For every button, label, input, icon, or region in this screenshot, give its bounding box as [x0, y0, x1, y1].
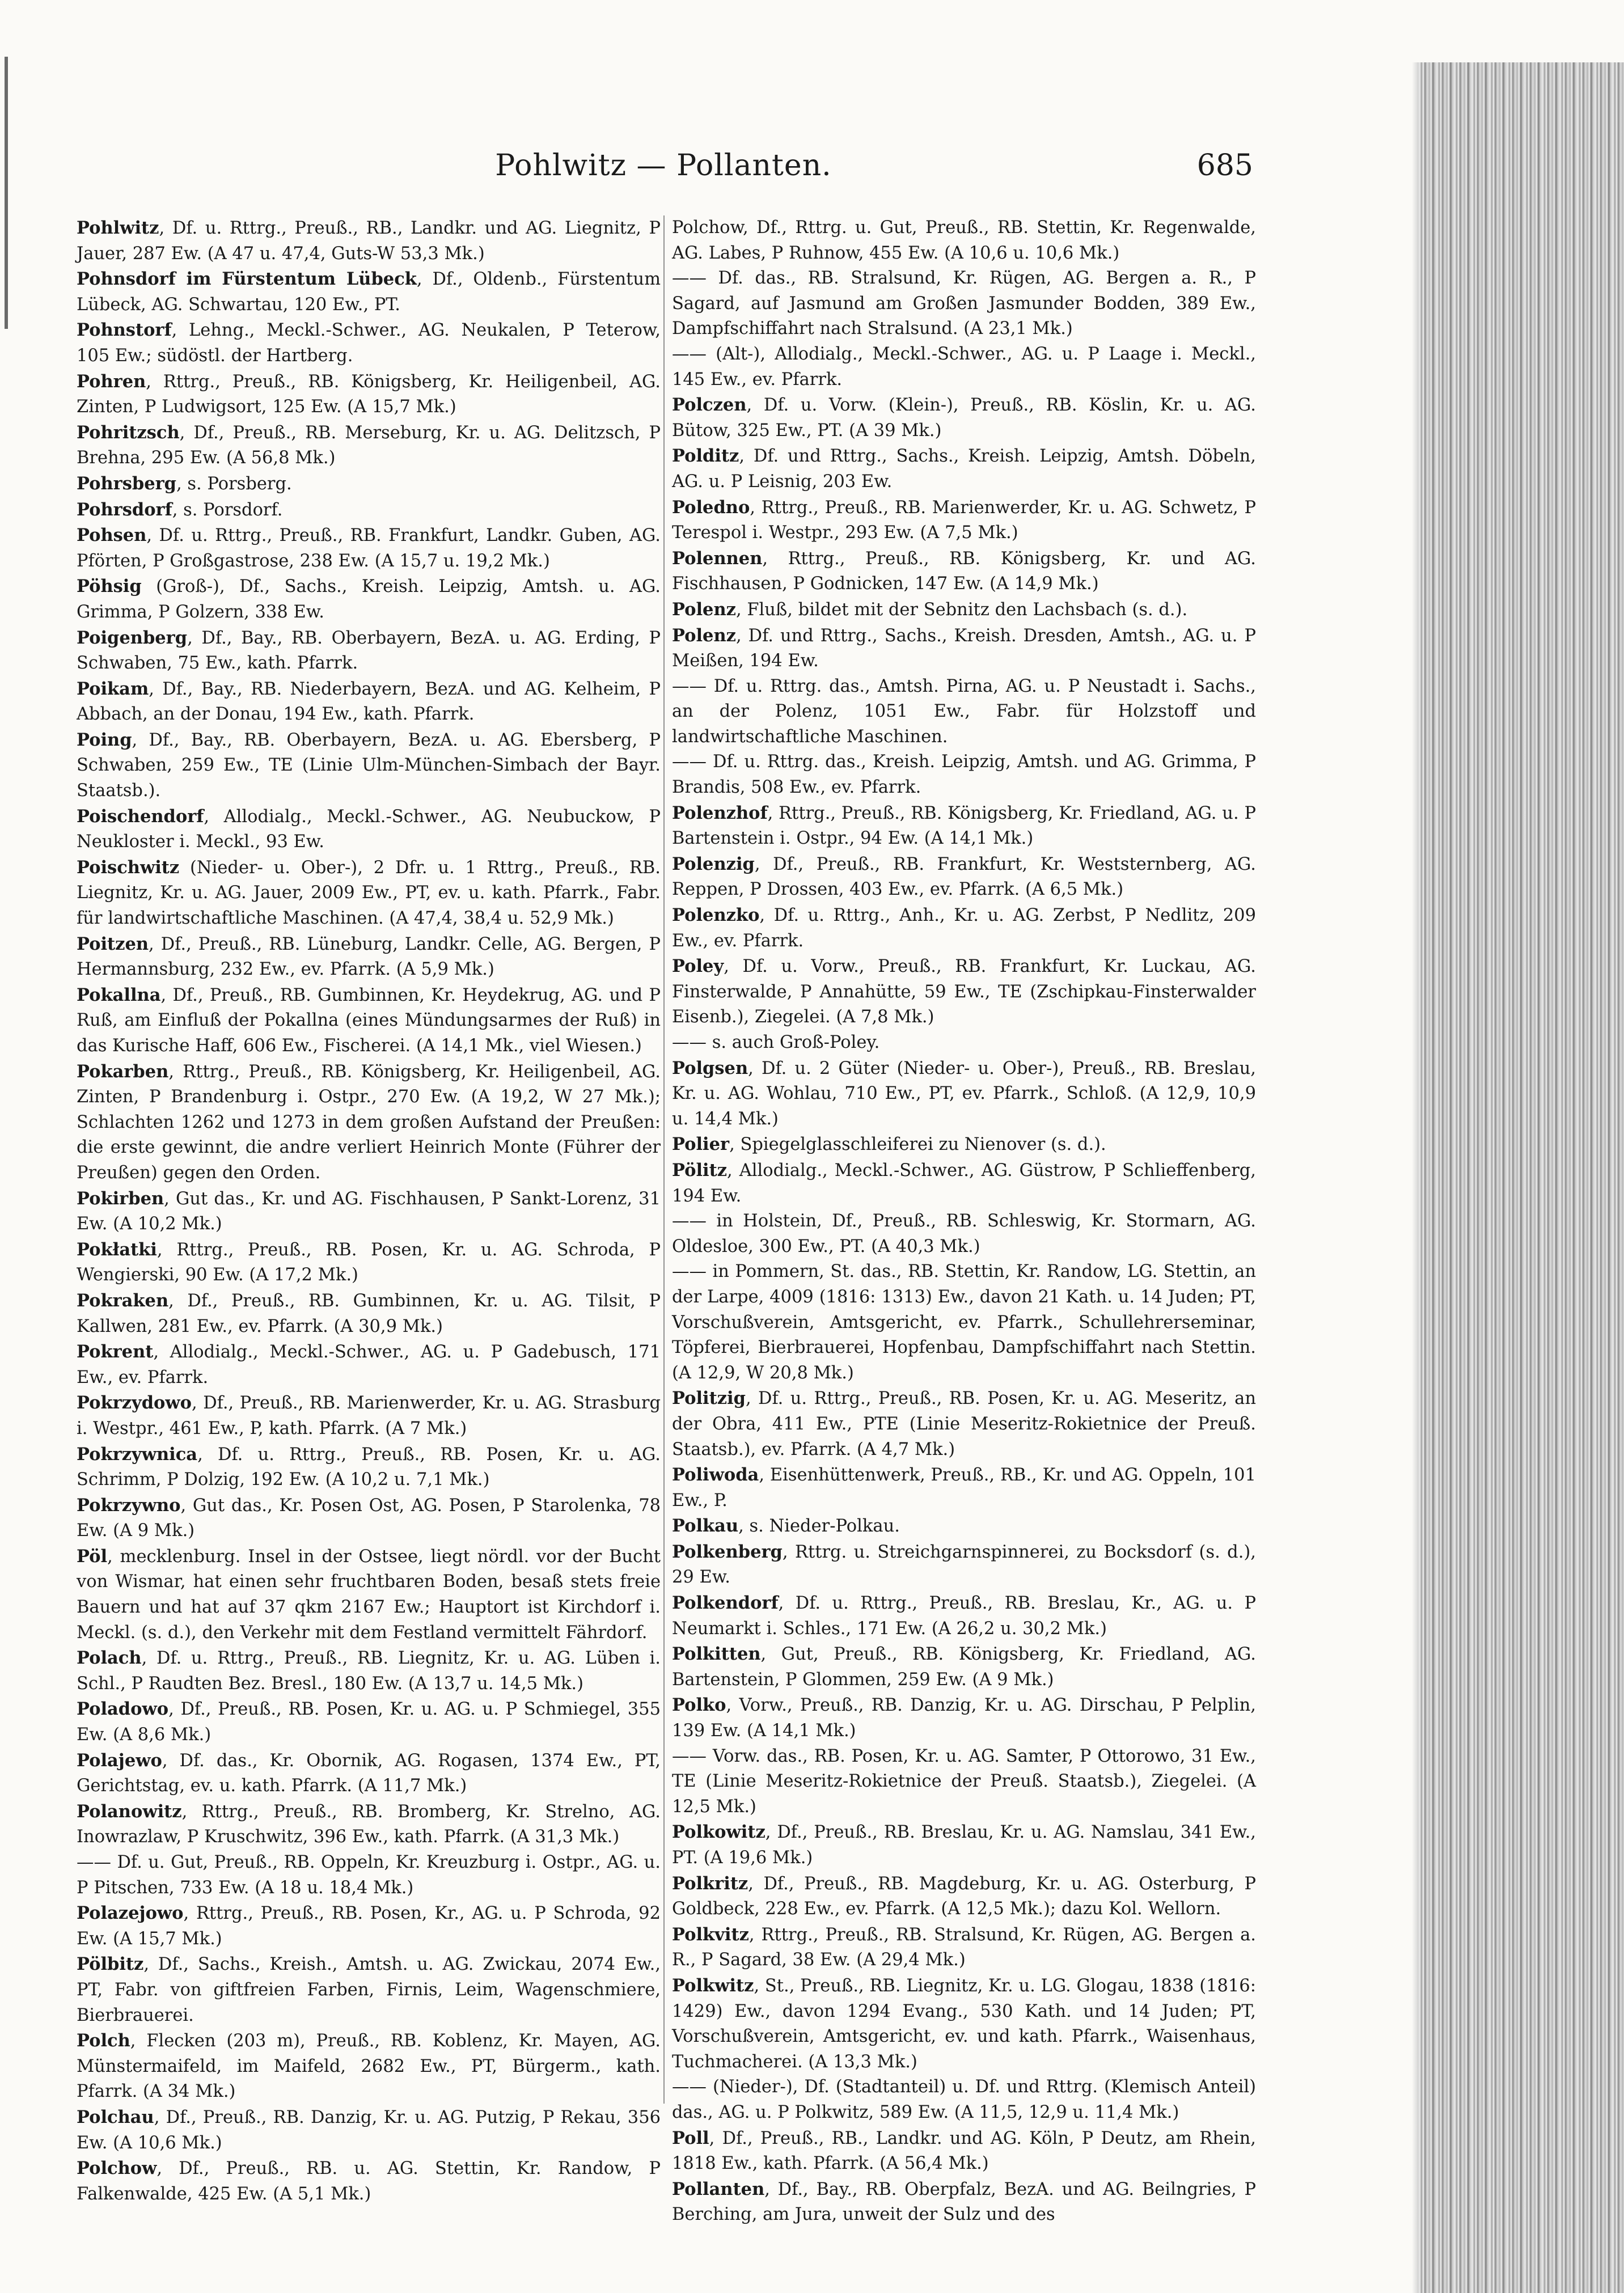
- dictionary-entry: [672, 1922, 1256, 1973]
- entry-headword: Pohnsdorf im Fürstentum Lübeck: [77, 269, 417, 290]
- entry-text: , Allodialg., Meckl.-Schwer., AG. Neubuckow, P Neukloster i. Meckl., 93 Ew.: [77, 806, 661, 852]
- dictionary-entry: [672, 1158, 1256, 1209]
- dictionary-entry: [672, 674, 1256, 750]
- entry-text: , Df., Preuß., RB. Gumbinnen, Kr. u. AG. Tilsit, P Kallwen, 281 Ew., ev. Pfarrk. (A 30,9 Mk.): [77, 1291, 661, 1336]
- dictionary-entry: [77, 1952, 661, 2028]
- dictionary-entry: [672, 495, 1256, 546]
- dictionary-entry: [672, 623, 1256, 674]
- entry-headword: Polenzig: [672, 853, 755, 874]
- dictionary-entry: [672, 1642, 1256, 1693]
- entry-text: , Df. u. Vorw. (Klein-), Preuß., RB. Köslin, Kr. u. AG. Bütow, 325 Ew., PT. (A 39 Mk.): [672, 395, 1256, 441]
- dictionary-entry: [77, 420, 661, 471]
- dictionary-entry: [672, 266, 1256, 342]
- entry-text: , Rttrg. u. Streichgarnspinnerei, zu Bocksdorf (s. d.), 29 Ew.: [672, 1542, 1256, 1588]
- entry-headword: Polkau: [672, 1516, 739, 1537]
- dictionary-entry: [77, 1493, 661, 1544]
- dictionary-entry: [77, 1390, 661, 1441]
- entry-text: —— Df. u. Rttrg. das., Amtsh. Pirna, AG. u. P Neustadt i. Sachs., an der Polenz, 1051 Ew., Fabr. für Holzstoff und landwirtschaftliche Maschinen.: [672, 676, 1256, 747]
- entry-headword: Polgsen: [672, 1057, 748, 1078]
- dictionary-entry: [672, 2177, 1256, 2228]
- dictionary-entry: [672, 342, 1256, 392]
- dictionary-entry: [672, 215, 1256, 266]
- entry-headword: Polczen: [672, 395, 747, 416]
- entry-text: , Df. u. 2 Güter (Nieder- u. Ober-), Preuß., RB. Breslau, Kr. u. AG. Wohlau, 710 Ew., PT, ev. Pfarrk., Schloß. (A 12,9, 10,9 u. 14,4 Mk.): [672, 1058, 1256, 1129]
- dictionary-entry: [77, 1645, 661, 1697]
- running-header: [74, 149, 1253, 188]
- dictionary-entry: [77, 804, 661, 855]
- entry-text: , Df. u. Rttrg., Preuß., RB. Frankfurt, Landkr. Guben, AG. Pförten, P Großgastrose, 238 Ew. (A 15,7 u. 19,2 Mk.): [77, 526, 661, 571]
- entry-text: , Allodialg., Meckl.-Schwer., AG. u. P Gadebusch, 171 Ew., ev. Pfarrk.: [77, 1342, 661, 1387]
- entry-headword: Pohritzsch: [77, 422, 180, 443]
- left-column: [77, 215, 661, 2204]
- entry-text: , Rttrg., Preuß., RB. Königsberg, Kr. Heiligenbeil, AG. Zinten, P Brandenburg i. Ostpr., 270 Ew. (A 19,2, W 27 Mk.); Schlachten 1262 und 1273 in dem großen Aufstand der Preußen: die erste gewinnt, die andre verliert Heinrich Monte (Führer der Preußen) gegen den Orden.: [77, 1061, 661, 1183]
- dictionary-entry: [672, 954, 1256, 1030]
- entry-headword: Poliwoda: [672, 1465, 759, 1486]
- dictionary-entry: [672, 2075, 1256, 2125]
- entry-text: , Df. u. Rttrg., Preuß., RB. Breslau, Kr., AG. u. P Neumarkt i. Schles., 171 Ew. (A 26,2 u. 30,2 Mk.): [672, 1593, 1256, 1639]
- page-number: 685: [1196, 149, 1253, 183]
- entry-headword: Polier: [672, 1134, 730, 1155]
- entry-headword: Polennen: [672, 548, 763, 569]
- entry-headword: Pohnstorf: [77, 320, 172, 341]
- entry-headword: Pokirben: [77, 1188, 164, 1209]
- entry-text: , s. Nieder-Polkau.: [738, 1516, 900, 1537]
- entry-headword: Polchow: [77, 2158, 157, 2179]
- right-column: [672, 215, 1256, 2225]
- entry-text: , Df., Preuß., RB. Lüneburg, Landkr. Celle, AG. Bergen, P Hermannsburg, 232 Ew., ev. Pfarrk. (A 5,9 Mk.): [77, 934, 661, 980]
- dictionary-entry: [77, 1850, 661, 1901]
- entry-text: —— Df. u. Gut, Preuß., RB. Oppeln, Kr. Kreuzburg i. Ostpr., AG. u. P Pitschen, 733 Ew. (A 18 u. 18,4 Mk.): [77, 1852, 661, 1898]
- entry-text: , Df. u. Rttrg., Preuß., RB. Posen, Kr. u. AG. Meseritz, an der Obra, 411 Ew., PTE (Linie Meseritz-Rokietnice der Preuß. Staatsb.), ev. Pfarrk. (A 4,7 Mk.): [672, 1389, 1256, 1459]
- dictionary-entry: [77, 727, 661, 804]
- entry-headword: Politzig: [672, 1388, 746, 1409]
- entry-text: , Df., Preuß., RB., Landkr. und AG. Köln, P Deutz, am Rhein, 1818 Ew., kath. Pfarrk. (A 56,4 Mk.): [672, 2128, 1256, 2174]
- entry-text: —— Df. das., RB. Stralsund, Kr. Rügen, AG. Bergen a. R., P Sagard, auf Jasmund am Großen Jasmunder Bodden, 389 Ew., Dampfschiffahrt nach Stralsund. (A 23,1 Mk.): [672, 268, 1256, 339]
- entry-headword: Polazejowo: [77, 1903, 184, 1924]
- entry-text: , Df. u. Rttrg., Preuß., RB. Posen, Kr. u. AG. Schrimm, P Dolzig, 192 Ew. (A 10,2 u. 7,1 Mk.): [77, 1444, 661, 1490]
- entry-headword: Polkowitz: [672, 1822, 766, 1843]
- entry-text: , Df., Preuß., RB. Frankfurt, Kr. Weststernberg, AG. Reppen, P Drossen, 403 Ew., ev. Pfarrk. (A 6,5 Mk.): [672, 854, 1256, 900]
- entry-headword: Pokallna: [77, 984, 161, 1005]
- entry-headword: Pollanten: [672, 2178, 765, 2199]
- dictionary-entry: [672, 1973, 1256, 2075]
- entry-headword: Pokłatki: [77, 1239, 157, 1260]
- entry-headword: Pokrent: [77, 1342, 154, 1363]
- dictionary-entry: [672, 1590, 1256, 1642]
- dictionary-entry: [77, 523, 661, 574]
- entry-headword: Pohrsdorf: [77, 499, 172, 520]
- entry-text: —— (Nieder-), Df. (Stadtanteil) u. Df. und Rttrg. (Klemisch Anteil) das., AG. u. P Polkwitz, 589 Ew. (A 11,5, 12,9 u. 11,4 Mk.): [672, 2077, 1256, 2122]
- entry-text: , Allodialg., Meckl.-Schwer., AG. Güstrow, P Schlieffenberg, 194 Ew.: [672, 1160, 1256, 1206]
- entry-text: , Gut, Preuß., RB. Königsberg, Kr. Friedland, AG. Bartenstein, P Glommen, 259 Ew. (A 9 Mk.): [672, 1644, 1256, 1690]
- entry-text: , Rttrg., Preuß., RB. Bromberg, Kr. Strelno, AG. Inowrazlaw, P Kruschwitz, 396 Ew., kath. Pfarrk. (A 31,3 Mk.): [77, 1801, 661, 1847]
- running-title: Pohlwitz — Pollanten.: [495, 149, 832, 183]
- dictionary-entry: [672, 1386, 1256, 1462]
- entry-text: , Df. u. Rttrg., Preuß., RB., Landkr. und AG. Liegnitz, P Jauer, 287 Ew. (A 47 u. 47,4, Guts-W 53,3 Mk.): [77, 218, 661, 264]
- entry-headword: Pohren: [77, 371, 146, 392]
- entry-headword: Pokraken: [77, 1290, 169, 1311]
- entry-text: , Df. u. Vorw., Preuß., RB. Frankfurt, Kr. Luckau, AG. Finsterwalde, P Annahütte, 59 Ew., TE (Zschipkau-Finsterwalder Eisenb.), Ziegelei. (A 7,8 Mk.): [672, 957, 1256, 1027]
- entry-text: , Df., Preuß., RB. Danzig, Kr. u. AG. Putzig, P Rekau, 356 Ew. (A 10,6 Mk.): [77, 2107, 661, 2153]
- entry-headword: Poitzen: [77, 933, 149, 954]
- entry-headword: Pöhsig: [77, 576, 142, 597]
- entry-text: , Rttrg., Preuß., RB. Posen, Kr. u. AG. Schroda, P Wengierski, 90 Ew. (A 17,2 Mk.): [77, 1239, 661, 1285]
- entry-text: , Flecken (203 m), Preuß., RB. Koblenz, Kr. Mayen, AG. Münstermaifeld, im Maifeld, 2682 Ew., PT, Bürgerm., kath. Pfarrk. (A 34 Mk.): [77, 2031, 661, 2102]
- entry-headword: Poischwitz: [77, 857, 180, 878]
- entry-text: , Spiegelglasschleiferei zu Nienover (s. d.).: [729, 1135, 1106, 1155]
- dictionary-entry: [672, 1132, 1256, 1158]
- entry-text: , Rttrg., Preuß., RB. Königsberg, Kr. Friedland, AG. u. P Bartenstein i. Ostpr., 94 Ew. (A 14,1 Mk.): [672, 803, 1256, 849]
- entry-text: , Gut das., Kr. Posen Ost, AG. Posen, P Starolenka, 78 Ew. (A 9 Mk.): [77, 1495, 661, 1541]
- entry-text: , Df. u. Rttrg., Anh., Kr. u. AG. Zerbst, P Nedlitz, 209 Ew., ev. Pfarrk.: [672, 906, 1256, 951]
- entry-headword: Polajewo: [77, 1750, 162, 1771]
- dictionary-entry: [672, 546, 1256, 597]
- entry-headword: Poischendorf: [77, 806, 204, 827]
- dictionary-entry: [672, 1030, 1256, 1056]
- entry-text: , s. Porsdorf.: [172, 500, 283, 520]
- dictionary-entry: [77, 369, 661, 420]
- dictionary-entry: [672, 1209, 1256, 1259]
- entry-headword: Polenzko: [672, 905, 760, 926]
- dictionary-entry: [672, 597, 1256, 623]
- entry-text: —— in Holstein, Df., Preuß., RB. Schleswig, Kr. Stormarn, AG. Oldesloe, 300 Ew., PT. (A 40,3 Mk.): [672, 1211, 1256, 1257]
- dictionary-entry: [77, 1748, 661, 1799]
- entry-text: , Df., Preuß., RB. u. AG. Stettin, Kr. Randow, P Falkenwalde, 425 Ew. (A 5,1 Mk.): [77, 2159, 661, 2204]
- entry-headword: Pokrzywno: [77, 1495, 181, 1516]
- dictionary-entry: [77, 2156, 661, 2207]
- dictionary-entry: [672, 392, 1256, 443]
- dictionary-entry: [77, 471, 661, 497]
- entry-text: , Df., Preuß., RB. Breslau, Kr. u. AG. Namslau, 341 Ew., PT. (A 19,6 Mk.): [672, 1822, 1256, 1868]
- entry-text: Polchow, Df., Rttrg. u. Gut, Preuß., RB. Stettin, Kr. Regenwalde, AG. Labes, P Ruhnow, 455 Ew. (A 10,6 u. 10,6 Mk.): [672, 218, 1256, 263]
- entry-headword: Pokrzydowo: [77, 1393, 192, 1414]
- entry-text: —— in Pommern, St. das., RB. Stettin, Kr. Randow, LG. Stettin, an der Larpe, 4009 (1816: 1313) Ew., davon 21 Kath. u. 14 Juden; PT, Vorschußverein, Amtsgericht, ev. Pfarrk., Schullehrerseminar, Töpferei, Bierbrauerei, Hopfenbau, Dampfschiffahrt nach Stettin. (A 12,9, W 20,8 Mk.): [672, 1262, 1256, 1383]
- dictionary-entry: [77, 1237, 661, 1288]
- dictionary-entry: [672, 1539, 1256, 1590]
- page-edge-mark: [5, 57, 8, 329]
- dictionary-entry: [77, 625, 661, 676]
- entry-text: , Df. u. Rttrg., Preuß., RB. Liegnitz, Kr. u. AG. Lüben i. Schl., P Raudten Bez. Bresl., 180 Ew. (A 13,7 u. 14,5 Mk.): [77, 1648, 661, 1694]
- entry-headword: Polenz: [672, 625, 736, 646]
- dictionary-entry: [672, 801, 1256, 852]
- dictionary-entry: [77, 1288, 661, 1339]
- entry-headword: Poigenberg: [77, 627, 188, 648]
- dictionary-entry: [672, 1259, 1256, 1386]
- entry-headword: Polkendorf: [672, 1593, 779, 1614]
- dictionary-entry: [77, 676, 661, 727]
- dictionary-entry: [672, 1820, 1256, 1871]
- entry-text: , Eisenhüttenwerk, Preuß., RB., Kr. und AG. Oppeln, 101 Ew., P.: [672, 1465, 1256, 1511]
- entry-text: , Gut das., Kr. und AG. Fischhausen, P Sankt-Lorenz, 31 Ew. (A 10,2 Mk.): [77, 1188, 661, 1234]
- entry-headword: Poledno: [672, 497, 750, 518]
- entry-text: —— Vorw. das., RB. Posen, Kr. u. AG. Samter, P Ottorowo, 31 Ew., TE (Linie Meseritz-Rokietnice der Preuß. Staatsb.), Ziegelei. (A 12,5 Mk.): [672, 1746, 1256, 1817]
- dictionary-entry: [672, 903, 1256, 954]
- dictionary-entry: [77, 1059, 661, 1186]
- entry-text: —— Df. u. Rttrg. das., Kreish. Leipzig, Amtsh. und AG. Grimma, P Brandis, 508 Ew., ev. Pfarrk.: [672, 752, 1256, 798]
- entry-text: , Df., Bay., RB. Oberpfalz, BezA. und AG. Beilngries, P Berching, am Jura, unweit der Sulz und des: [672, 2179, 1256, 2225]
- dictionary-entry: [672, 1462, 1256, 1513]
- entry-headword: Pöl: [77, 1546, 108, 1567]
- dictionary-entry: [672, 2126, 1256, 2177]
- entry-headword: Polkenberg: [672, 1541, 783, 1562]
- dictionary-entry: [672, 1513, 1256, 1539]
- entry-text: , Lehng., Meckl.-Schwer., AG. Neukalen, P Teterow, 105 Ew.; südöstl. der Hartberg.: [77, 320, 661, 366]
- entry-headword: Poley: [672, 956, 724, 977]
- entry-text: , Rttrg., Preuß., RB. Königsberg, Kr. und AG. Fischhausen, P Godnicken, 147 Ew. (A 14,9 Mk.): [672, 548, 1256, 594]
- entry-headword: Polenzhof: [672, 802, 768, 823]
- entry-text: , Df., Bay., RB. Niederbayern, BezA. und AG. Kelheim, P Abbach, an der Donau, 194 Ew., kath. Pfarrk.: [77, 679, 661, 725]
- entry-headword: Polenz: [672, 599, 736, 620]
- entry-text: , Df., Preuß., RB. Posen, Kr. u. AG. u. P Schmiegel, 355 Ew. (A 8,6 Mk.): [77, 1699, 661, 1745]
- entry-text: , Df., Bay., RB. Oberbayern, BezA. u. AG. Ebersberg, P Schwaben, 259 Ew., TE (Linie Ulm-München-Simbach der Bayr. Staatsb.).: [77, 730, 661, 801]
- entry-text: , St., Preuß., RB. Liegnitz, Kr. u. LG. Glogau, 1838 (1816: 1429) Ew., davon 1294 Evang., 530 Kath. und 14 Juden; PT, Vorschußverein, Amtsgericht, ev. und kath. Pfarrk., Waisenhaus, Tuchmacherei. (A 13,3 Mk.): [672, 1975, 1256, 2072]
- dictionary-entry: [77, 215, 661, 266]
- entry-text: , s. Porsberg.: [176, 473, 292, 494]
- dictionary-entry: [77, 1544, 661, 1645]
- dictionary-entry: [672, 1056, 1256, 1132]
- book-spine-edge: [1418, 62, 1624, 2293]
- entry-headword: Pohlwitz: [77, 218, 159, 238]
- dictionary-entry: [672, 1871, 1256, 1922]
- entry-headword: Polditz: [672, 446, 739, 467]
- dictionary-entry: [77, 855, 661, 932]
- dictionary-entry: [77, 2105, 661, 2156]
- entry-headword: Polkwitz: [672, 1975, 754, 1996]
- entry-text: , Rttrg., Preuß., RB. Posen, Kr., AG. u. P Schroda, 92 Ew. (A 15,7 Mk.): [77, 1903, 661, 1949]
- dictionary-entry: [77, 266, 661, 318]
- dictionary-entry: [672, 443, 1256, 494]
- entry-text: , Df., Preuß., RB. Gumbinnen, Kr. Heydekrug, AG. und P Ruß, am Einfluß der Pokallna (eines Mündungsarmes der Ruß) in das Kurische Haff, 606 Ew., Fischerei. (A 14,1 Mk., viel Wiesen.): [77, 985, 661, 1056]
- dictionary-entry: [77, 1339, 661, 1390]
- entry-headword: Poing: [77, 729, 132, 750]
- dictionary-entry: [77, 1442, 661, 1493]
- dictionary-entry: [77, 497, 661, 523]
- dictionary-entry: [77, 1697, 661, 1748]
- dictionary-entry: [672, 1693, 1256, 1744]
- entry-text: , Rttrg., Preuß., RB. Marienwerder, Kr. u. AG. Schwetz, P Terespol i. Westpr., 293 Ew. (A 7,5 Mk.): [672, 497, 1256, 543]
- entry-headword: Polch: [77, 2030, 130, 2051]
- column-divider: [663, 215, 665, 2104]
- entry-text: , Df., Preuß., RB. Merseburg, Kr. u. AG. Delitzsch, P Brehna, 295 Ew. (A 56,8 Mk.): [77, 422, 661, 468]
- entry-text: , Df., Oldenb., Fürstentum Lübeck, AG. Schwartau, 120 Ew., PT.: [77, 269, 661, 315]
- dictionary-entry: [77, 318, 661, 369]
- entry-headword: Polach: [77, 1648, 142, 1669]
- entry-headword: Pölbitz: [77, 1954, 144, 1975]
- entry-text: (Groß-), Df., Sachs., Kreish. Leipzig, Amtsh. u. AG. Grimma, P Golzern, 338 Ew.: [77, 577, 661, 622]
- entry-text: , Df., Bay., RB. Oberbayern, BezA. u. AG. Erding, P Schwaben, 75 Ew., kath. Pfarrk.: [77, 628, 661, 674]
- entry-text: , Df. das., Kr. Obornik, AG. Rogasen, 1374 Ew., PT, Gerichtstag, ev. u. kath. Pfarrk. (A 11,7 Mk.): [77, 1750, 661, 1796]
- entry-text: , Df., Sachs., Kreish., Amtsh. u. AG. Zwickau, 2074 Ew., PT, Fabr. von giftfreien Farben, Firnis, Leim, Wagenschmiere, Bierbrauerei.: [77, 1954, 661, 2025]
- entry-headword: Poladowo: [77, 1699, 169, 1720]
- entry-text: —— (Alt-), Allodialg., Meckl.-Schwer., AG. u. P Laage i. Meckl., 145 Ew., ev. Pfarrk.: [672, 344, 1256, 390]
- dictionary-entry: [77, 1799, 661, 1850]
- entry-headword: Pölitz: [672, 1160, 728, 1181]
- entry-text: , Df., Preuß., RB. Magdeburg, Kr. u. AG. Osterburg, P Goldbeck, 228 Ew., ev. Pfarrk. (A 12,5 Mk.); dazu Kol. Wellorn.: [672, 1873, 1256, 1919]
- entry-text: , Df., Preuß., RB. Marienwerder, Kr. u. AG. Strasburg i. Westpr., 461 Ew., P, kath. Pfarrk. (A 7 Mk.): [77, 1393, 661, 1439]
- entry-headword: Polkvitz: [672, 1924, 749, 1945]
- entry-headword: Pohrsberg: [77, 473, 177, 494]
- entry-headword: Polkritz: [672, 1873, 748, 1894]
- entry-headword: Polko: [672, 1695, 726, 1716]
- entry-headword: Polanowitz: [77, 1801, 182, 1822]
- dictionary-entry: [77, 2028, 661, 2105]
- dictionary-entry: [672, 1744, 1256, 1820]
- dictionary-entry: [672, 852, 1256, 903]
- entry-text: , mecklenburg. Insel in der Ostsee, liegt nördl. vor der Bucht von Wismar, hat einen sehr fruchtbaren Boden, besaß stets freie Bauern und hat auf 37 qkm 2167 Ew.; Hauptort ist Kirchdorf i. Meckl. (s. d.), den Verkehr mit dem Festland vermittelt Fährdorf.: [77, 1546, 661, 1643]
- entry-headword: Poll: [672, 2127, 709, 2148]
- dictionary-entry: [77, 1186, 661, 1237]
- dictionary-entry: [77, 1901, 661, 1952]
- entry-text: , Rttrg., Preuß., RB. Stralsund, Kr. Rügen, AG. Bergen a. R., P Sagard, 38 Ew. (A 29,4 Mk.): [672, 1924, 1256, 1970]
- entry-headword: Pohsen: [77, 525, 147, 546]
- entry-headword: Pokrzywnica: [77, 1444, 198, 1465]
- entry-text: , Rttrg., Preuß., RB. Königsberg, Kr. Heiligenbeil, AG. Zinten, P Ludwigsort, 125 Ew. (A 15,7 Mk.): [77, 371, 661, 417]
- entry-text: , Df. und Rttrg., Sachs., Kreish. Dresden, Amtsh., AG. u. P Meißen, 194 Ew.: [672, 625, 1256, 671]
- entry-headword: Polkitten: [672, 1644, 761, 1665]
- entry-text: , Df. und Rttrg., Sachs., Kreish. Leipzig, Amtsh. Döbeln, AG. u. P Leisnig, 203 Ew.: [672, 446, 1256, 492]
- entry-headword: Pokarben: [77, 1061, 169, 1082]
- entry-headword: Poikam: [77, 678, 149, 699]
- entry-text: , Vorw., Preuß., RB. Danzig, Kr. u. AG. Dirschau, P Pelplin, 139 Ew. (A 14,1 Mk.): [672, 1695, 1256, 1741]
- dictionary-entry: [77, 574, 661, 625]
- dictionary-entry: [672, 750, 1256, 800]
- entry-text: (Nieder- u. Ober-), 2 Dfr. u. 1 Rttrg., Preuß., RB. Liegnitz, Kr. u. AG. Jauer, 2009 Ew., PT, ev. u. kath. Pfarrk., Fabr. für landwirtschaftliche Maschinen. (A 47,4, 38,4 u. 52,9 Mk.): [77, 857, 661, 929]
- entry-headword: Polchau: [77, 2106, 154, 2127]
- entry-text: , Fluß, bildet mit der Sebnitz den Lachsbach (s. d.).: [735, 599, 1188, 620]
- dictionary-entry: [77, 932, 661, 983]
- entry-text: —— s. auch Groß-Poley.: [672, 1033, 880, 1052]
- dictionary-entry: [77, 983, 661, 1059]
